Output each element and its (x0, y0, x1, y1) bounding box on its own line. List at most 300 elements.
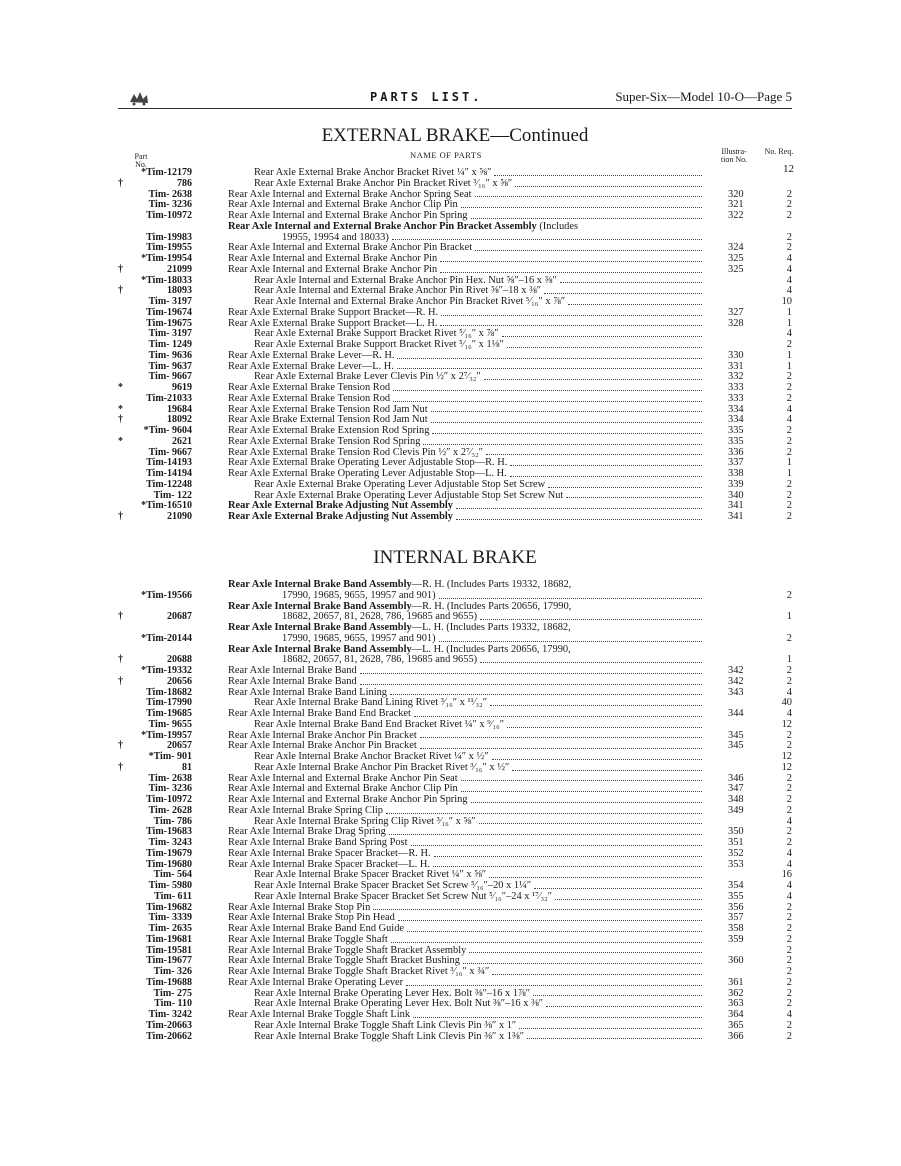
part-code: Tim-14193 (146, 457, 192, 469)
dot-leader (533, 995, 702, 996)
part-number (118, 677, 192, 688)
part-code: Tim-10972 (146, 794, 192, 805)
part-code: Tim-19680 (146, 858, 192, 870)
table-row (118, 254, 794, 265)
part-name-bold: Rear Axle External Brake Adjusting Nut Assembly (228, 500, 453, 512)
part-name-text: Rear Axle Internal Brake Stop Pin Head (228, 912, 395, 924)
dot-leader (439, 634, 702, 642)
part-code: *Tim-12179 (141, 167, 192, 178)
part-number (118, 591, 192, 602)
dot-leader (393, 401, 702, 402)
part-code: Tim- 564 (153, 869, 192, 881)
illustration-number: 338 (728, 468, 744, 479)
dot-leader (486, 454, 702, 455)
table-row (118, 243, 794, 254)
part-name-text: Rear Axle Internal Brake Drag Spring (228, 826, 386, 838)
quantity-required: 2 (786, 901, 792, 913)
part-name-bold: Rear Axle Internal Brake Band Assembly (228, 600, 412, 612)
quantity-required: 4 (786, 847, 792, 859)
part-name-text: Rear Axle Internal Brake Operating Lever Hex. Bolt Nut ⅜″–16 x ⅜″ (254, 998, 544, 1010)
dot-leader (546, 1006, 702, 1007)
part-name-bold: Rear Axle Internal and External Brake Anchor Pin Bracket Assembly (228, 220, 537, 232)
quantity-required: 1 (786, 457, 792, 469)
part-name-text: Rear Axle Internal Brake Stop Pin (228, 901, 371, 913)
part-name-text: Rear Axle Internal Brake Anchor Bracket Rivet ¼″ x ½″ (254, 751, 489, 762)
quantity-required: 2 (786, 339, 792, 350)
illustration-number: 362 (728, 987, 744, 999)
part-name-text: Rear Axle Internal Brake Band (228, 665, 357, 676)
part-number (118, 1032, 192, 1043)
dot-leader (360, 673, 702, 674)
part-name-two-line (228, 602, 706, 624)
dot-leader (461, 780, 702, 781)
part-mark: † (118, 654, 123, 666)
part-code: Tim- 3339 (148, 912, 192, 924)
part-name-line2: 19955, 19954 and 18033) (282, 231, 389, 243)
table-row (118, 351, 794, 362)
page-header-model: Super-Six—Model 10-O—Page 5 (615, 89, 792, 104)
part-mark: † (118, 263, 123, 275)
table-row (118, 795, 794, 806)
part-number (118, 849, 192, 860)
column-header-part-no: Part No. (134, 152, 148, 169)
part-name-line2: 18682, 20657, 81, 2628, 786, 19685 and 9655) (282, 611, 478, 623)
quantity-required: 1 (786, 349, 792, 361)
illustration-number: 320 (728, 188, 744, 200)
part-number (118, 720, 192, 731)
part-number (118, 806, 192, 817)
column-header-required: No. Req. (764, 147, 794, 156)
table-row (118, 415, 794, 426)
part-code: 18093 (167, 285, 192, 297)
dot-leader (393, 390, 702, 391)
part-name-cell (228, 580, 706, 602)
table-row (118, 1032, 794, 1043)
quantity-required: 4 (786, 890, 792, 902)
quantity-required: 4 (786, 285, 792, 297)
part-code: Tim-21033 (146, 392, 192, 404)
table-row (118, 666, 794, 677)
part-code: Tim- 2635 (148, 923, 192, 934)
part-code: 19684 (167, 403, 192, 415)
table-row (118, 297, 794, 308)
illustration-number: 357 (728, 912, 744, 924)
part-name-two-line (228, 580, 706, 602)
dot-leader (489, 877, 702, 878)
part-name-bold: Rear Axle External Brake Adjusting Nut Assembly (228, 511, 453, 522)
illustration-number: 322 (728, 210, 744, 221)
table-row (118, 222, 794, 244)
dot-leader (398, 920, 702, 921)
quantity-required: 2 (786, 772, 792, 784)
column-header-name: NAME OF PARTS (410, 150, 482, 160)
dot-leader (519, 1028, 702, 1029)
illustration-number: 365 (728, 1019, 744, 1031)
illustration-number: 358 (728, 923, 744, 934)
quantity-required: 16 (781, 869, 792, 881)
quantity-required: 4 (786, 263, 792, 275)
illustration-number: 345 (728, 729, 744, 741)
quantity-required: 2 (786, 425, 792, 436)
table-row (118, 645, 794, 667)
part-code: 9619 (172, 382, 192, 393)
illustration-number: 333 (728, 382, 744, 393)
dot-leader (544, 293, 702, 294)
dot-leader (568, 304, 702, 305)
part-name-text: Rear Axle Internal Brake Operating Lever (228, 976, 404, 988)
quantity-required: 4 (786, 686, 792, 698)
quantity-required: 2 (786, 382, 792, 393)
quantity-required: 2 (786, 242, 792, 254)
dot-leader (469, 952, 702, 953)
part-code: Tim- 122 (153, 489, 192, 501)
part-code: Tim-19688 (146, 976, 192, 988)
part-name-text: Rear Axle Internal Brake Anchor Pin Bracket (228, 729, 417, 741)
part-code: Tim- 3236 (148, 199, 192, 211)
part-code: Tim- 3236 (148, 783, 192, 795)
part-code: Tim- 3243 (148, 837, 192, 848)
part-code: 20657 (167, 740, 192, 752)
part-name-cell (228, 602, 706, 624)
part-number (118, 935, 192, 946)
part-name-text: Rear Axle External Brake Tension Rod Clevis Pin ½″ x 2⁷⁄₃₂″ (228, 446, 483, 458)
part-code: Tim-12248 (146, 478, 192, 490)
part-name-text: Rear Axle Internal Brake Toggle Shaft Bracket Rivet ³⁄₁₆″ x ¾″ (228, 966, 490, 977)
quantity-required: 2 (786, 511, 792, 522)
dot-leader (507, 727, 702, 728)
dot-leader (432, 433, 702, 434)
part-name-text: Rear Axle External Brake Support Bracket—L. H. (228, 317, 438, 329)
part-code: 786 (177, 177, 192, 189)
part-name-text: Rear Axle External Brake Extension Rod Spring (228, 425, 430, 436)
illustration-number: 333 (728, 392, 744, 404)
part-number (118, 480, 192, 491)
part-name-text: Rear Axle Internal and External Brake Anchor Pin (228, 263, 438, 275)
part-number (118, 211, 192, 222)
quantity-required: 4 (786, 274, 792, 286)
quantity-required: 40 (781, 697, 792, 709)
part-code: Tim-19983 (146, 231, 192, 243)
dot-leader (560, 282, 702, 283)
quantity-required: 2 (786, 446, 792, 458)
part-name-text: Rear Axle Brake External Tension Rod Jam Nut (228, 414, 428, 426)
part-name-text: (Includes (536, 220, 578, 232)
dot-leader (420, 748, 702, 749)
quantity-required: 4 (786, 328, 792, 340)
quantity-required: 4 (786, 815, 792, 827)
dot-leader (423, 444, 702, 445)
illustration-number: 344 (728, 708, 744, 719)
table-row (118, 999, 794, 1010)
part-name-text: Rear Axle Internal Brake Spring Clip Rivet ³⁄₁₆″ x ⅝″ (254, 815, 476, 827)
part-name-text: Rear Axle Internal Brake Spacer Bracket Set Screw ⁵⁄₁₆″–20 x 1¼″ (254, 880, 532, 891)
dot-leader (484, 379, 702, 380)
part-name-text: Rear Axle Internal Brake Operating Lever Hex. Bolt ⅜″–16 x 1⅞″ (254, 987, 531, 999)
dot-leader (414, 716, 702, 717)
illustration-number: 351 (728, 837, 744, 848)
part-mark: † (118, 675, 123, 687)
quantity-required: 2 (786, 740, 792, 752)
dot-leader (386, 813, 702, 814)
part-name-text: Rear Axle Internal Brake Anchor Pin Bracket Rivet ³⁄₁₆″ x ½″ (254, 761, 510, 773)
part-name-text: Rear Axle External Brake Tension Rod Spring (228, 435, 421, 447)
part-name (228, 512, 453, 523)
part-mark: † (118, 414, 123, 426)
part-name-text: Rear Axle Internal Brake Spacer Bracket Set Screw Nut ⁵⁄₁₆″–24 x ¹⁷⁄₃₂″ (254, 890, 553, 902)
part-name-text: Rear Axle External Brake Tension Rod Jam Nut (228, 403, 428, 415)
part-code: Tim-17990 (146, 697, 192, 709)
part-code: *Tim-19566 (141, 589, 192, 601)
quantity-required: 2 (786, 912, 792, 924)
illustration-number: 343 (728, 686, 744, 698)
illustration-number: 354 (728, 880, 744, 891)
dot-leader (490, 705, 702, 706)
part-name-text: Rear Axle External Brake Operating Lever Adjustable Stop—R. H. (228, 457, 508, 469)
part-mark: * (118, 382, 123, 393)
part-name-text: Rear Axle Internal Brake Toggle Shaft (228, 933, 388, 945)
dot-leader (431, 422, 702, 423)
part-name-text: Rear Axle External Brake Anchor Bracket Rivet ¼″ x ⅝″ (254, 167, 492, 178)
part-code: 20656 (167, 675, 192, 687)
part-name-cell (228, 623, 706, 645)
dot-leader (360, 684, 702, 685)
illustration-number: 363 (728, 998, 744, 1010)
illustration-number: 352 (728, 847, 744, 859)
part-name-text: Rear Axle Internal Brake Band (228, 675, 357, 687)
part-mark: † (118, 285, 123, 297)
part-code: Tim-19677 (146, 955, 192, 967)
dot-leader (480, 612, 702, 620)
dot-leader (512, 770, 702, 771)
illustration-number: 324 (728, 242, 744, 254)
quantity-required: 12 (781, 718, 792, 730)
part-mark: † (118, 740, 123, 752)
quantity-required: 2 (786, 632, 792, 644)
part-name-text: Rear Axle Internal and External Brake Anchor Pin Spring (228, 794, 468, 805)
illustration-number: 327 (728, 306, 744, 318)
part-code: Tim-20662 (146, 1030, 192, 1042)
part-name-text: Rear Axle Internal Brake Spring Clip (228, 804, 383, 816)
part-mark: † (118, 177, 123, 189)
quantity-required: 2 (786, 500, 792, 512)
part-code: 18092 (167, 414, 192, 426)
dot-leader (413, 1017, 702, 1018)
quantity-required: 2 (786, 188, 792, 200)
dot-leader (440, 325, 702, 326)
illustration-number: 359 (728, 933, 744, 945)
part-name-text: Rear Axle Internal Brake Band Lining Rivet ³⁄₁₆″ x ¹¹⁄₃₂″ (254, 697, 488, 709)
part-name-text: Rear Axle External Brake Support Bracket—R. H. (228, 306, 439, 318)
illustration-number: 321 (728, 199, 744, 211)
dot-leader (406, 985, 702, 986)
illustration-number: 349 (728, 804, 744, 816)
part-name-text: Rear Axle External Brake Anchor Pin Bracket Rivet ³⁄₁₆″ x ⅝″ (254, 177, 513, 189)
dot-leader (515, 186, 702, 187)
part-code: Tim- 9636 (148, 349, 192, 361)
illustration-number: 336 (728, 446, 744, 458)
dot-leader (440, 272, 702, 273)
part-name-text: Rear Axle External Brake Lever Clevis Pin ½″ x 2⁷⁄₃₂″ (254, 371, 481, 383)
quantity-required: 2 (786, 210, 792, 221)
part-code: 21090 (167, 511, 192, 522)
dot-leader (456, 519, 702, 520)
table-row (118, 512, 794, 523)
part-code: 2621 (172, 435, 192, 447)
quantity-required: 1 (786, 654, 792, 666)
illustration-number: 335 (728, 425, 744, 436)
part-number (118, 512, 192, 523)
part-name-text: Rear Axle Internal and External Brake Anchor Clip Pin (228, 199, 458, 211)
part-name (254, 1032, 524, 1043)
part-code: *Tim-19954 (141, 253, 192, 264)
part-name-cell (254, 1032, 706, 1043)
table-row (118, 892, 794, 903)
part-code: Tim- 3197 (148, 328, 192, 340)
table-row (118, 817, 794, 828)
table-row (118, 394, 794, 405)
part-code: Tim- 3197 (148, 296, 192, 307)
quantity-required: 2 (786, 231, 792, 243)
quantity-required: 1 (786, 306, 792, 318)
illustration-number: 335 (728, 435, 744, 447)
part-code: Tim-19674 (146, 306, 192, 318)
table-row (118, 580, 794, 602)
dot-leader (461, 791, 702, 792)
part-name-line2: 17990, 19685, 9655, 19957 and 901) (282, 589, 436, 601)
part-code: Tim-10972 (146, 210, 192, 221)
quantity-required: 2 (786, 392, 792, 404)
quantity-required: 2 (786, 478, 792, 490)
part-code: *Tim-19957 (141, 729, 192, 741)
part-code: Tim-19679 (146, 847, 192, 859)
part-name-text: Rear Axle Internal and External Brake Anchor Pin Rivet ⅝″–18 x ⅜″ (254, 285, 542, 297)
part-code: Tim- 275 (153, 987, 192, 999)
quantity-required: 2 (786, 826, 792, 838)
quantity-required: 2 (786, 665, 792, 676)
part-name-line2: 17990, 19685, 9655, 19957 and 901) (282, 632, 436, 644)
illustration-number: 366 (728, 1030, 744, 1042)
illustration-number: 341 (728, 500, 744, 512)
dot-leader (434, 856, 702, 857)
illustration-number: 340 (728, 489, 744, 501)
part-code: Tim-19681 (146, 933, 192, 945)
quantity-required: 2 (786, 435, 792, 447)
first-row-qty: 12 (783, 163, 794, 175)
dot-leader (475, 196, 702, 197)
part-mark: * (118, 435, 123, 447)
part-name-line2: 18682, 20657, 81, 2628, 786, 19685 and 9655) (282, 654, 478, 666)
quantity-required: 2 (786, 837, 792, 848)
table-row (118, 623, 794, 645)
quantity-required: 1 (786, 468, 792, 479)
quantity-required: 2 (786, 729, 792, 741)
part-name-text: Rear Axle Internal and External Brake Anchor Clip Pin (228, 783, 458, 795)
part-name-text: —L. H. (Includes Parts 20656, 17990, (411, 643, 571, 655)
quantity-required: 1 (786, 360, 792, 372)
part-number (118, 1021, 192, 1032)
dot-leader (479, 823, 702, 824)
quantity-required: 2 (786, 371, 792, 383)
illustration-number: 331 (728, 360, 744, 372)
quantity-required: 10 (781, 296, 792, 307)
dot-leader (548, 487, 702, 488)
part-name-bold: Rear Axle Internal Brake Band Assembly (228, 622, 412, 633)
illustration-number: 345 (728, 740, 744, 752)
part-number (118, 763, 192, 774)
quantity-required: 2 (786, 998, 792, 1010)
table-row (118, 913, 794, 924)
quantity-required: 2 (786, 976, 792, 988)
part-number (118, 978, 192, 989)
part-number (118, 437, 192, 448)
illustration-number: 353 (728, 858, 744, 870)
part-name-two-line (228, 623, 706, 645)
table-row (118, 426, 794, 437)
part-code: Tim- 326 (153, 966, 192, 977)
quantity-required: 4 (786, 880, 792, 891)
part-code: Tim- 9667 (148, 371, 192, 383)
part-code: Tim- 110 (154, 998, 192, 1010)
illustration-number: 347 (728, 783, 744, 795)
part-code: *Tim-16510 (141, 500, 192, 512)
dot-leader (471, 802, 703, 803)
table-row (118, 838, 794, 849)
quantity-required: 1 (786, 317, 792, 329)
part-name-text: Rear Axle External Brake Lever—R. H. (228, 349, 395, 361)
header-rule (118, 108, 792, 109)
part-code: Tim-19955 (146, 242, 192, 254)
part-number (118, 634, 192, 645)
part-code: Tim- 5980 (148, 880, 192, 891)
part-number (118, 308, 192, 319)
part-name-text: Rear Axle Internal and External Brake Anchor Pin (228, 253, 438, 264)
part-code: Tim- 2638 (148, 188, 192, 200)
part-name-text: Rear Axle Internal Brake Toggle Shaft Bracket Assembly (228, 944, 467, 956)
dot-leader (471, 218, 703, 219)
dot-leader (480, 655, 702, 663)
part-name-cell (228, 222, 706, 244)
part-code: 81 (182, 761, 192, 773)
dot-leader (390, 694, 702, 695)
part-name-text: Rear Axle Internal and External Brake Anchor Pin Seat (228, 772, 458, 784)
quantity-required: 2 (786, 675, 792, 687)
part-code: Tim-14194 (146, 468, 192, 479)
part-name-text: —R. H. (Includes Parts 20656, 17990, (411, 600, 572, 612)
part-name-text: Rear Axle External Brake Operating Lever Adjustable Stop Set Screw Nut (254, 489, 564, 501)
part-name-text: Rear Axle Internal and External Brake Anchor Spring Seat (228, 188, 472, 200)
part-code: Tim-19685 (146, 708, 192, 719)
part-code: Tim- 2628 (148, 804, 192, 816)
dot-leader (507, 347, 702, 348)
quantity-required: 4 (786, 414, 792, 426)
quantity-required: 4 (786, 253, 792, 264)
part-mark: † (118, 761, 123, 773)
part-name-text: Rear Axle Internal Brake Band End Bracket Rivet ¼″ x ⁹⁄₁₆″ (254, 718, 505, 730)
illustration-number: 325 (728, 263, 744, 275)
section-title-external-brake: EXTERNAL BRAKE—Continued (321, 125, 589, 146)
part-name-text: Rear Axle Internal Brake Band End Guide (228, 923, 405, 934)
dot-leader (433, 866, 702, 867)
section-title-internal-brake: INTERNAL BRAKE (373, 547, 537, 568)
part-code: Tim- 611 (154, 890, 192, 902)
dot-leader (411, 845, 703, 846)
illustration-number: 360 (728, 955, 744, 967)
dot-leader (492, 759, 702, 760)
dot-leader (440, 261, 702, 262)
illustration-number: 334 (728, 414, 744, 426)
dot-leader (420, 737, 702, 738)
part-name-cell (228, 645, 706, 667)
